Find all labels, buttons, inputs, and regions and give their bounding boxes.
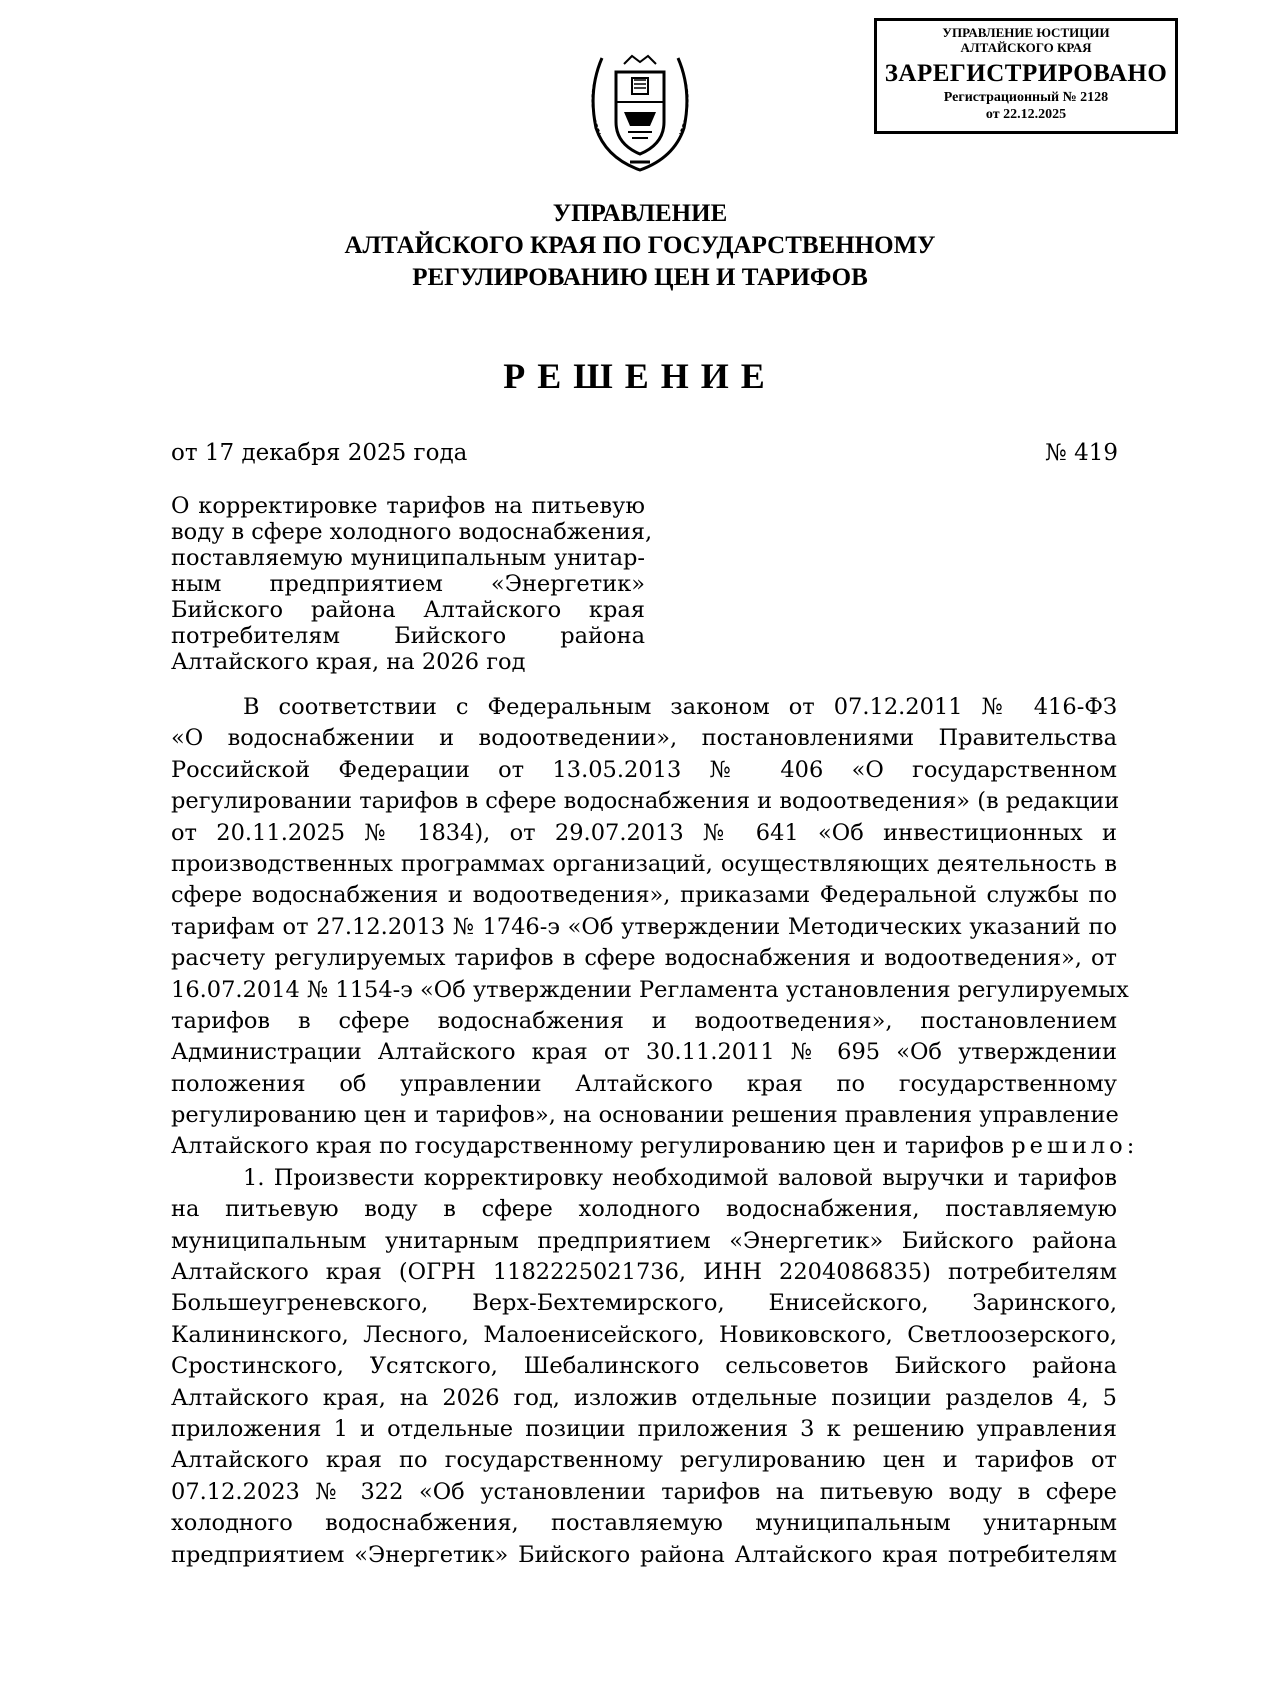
body-line: положения об управлении Алтайского края по государственному	[171, 1070, 1117, 1097]
body-line: на питьевую воду в сфере холодного водоснабжения, поставляемую	[171, 1196, 1117, 1223]
subject-line: О корректировке тарифов на питьевую	[171, 493, 645, 519]
body-line: 1. Произвести корректировку необходимой валовой выручки и тарифов	[243, 1164, 1117, 1191]
body-line: от 20.11.2025 № 1834), от 29.07.2013 № 641 «Об инвестиционных и	[171, 819, 1117, 846]
authority-line: УПРАВЛЕНИЕ	[552, 200, 728, 227]
document-date: от 17 декабря 2025 года	[171, 440, 468, 466]
body-line: регулировании тарифов в сфере водоснабжения и водоотведения» (в редакции	[171, 788, 1120, 815]
subject-line: Бийского района Алтайского края	[171, 597, 645, 623]
subject-line: поставляемую муниципальным унитар-	[171, 545, 645, 571]
body-line: Российской Федерации от 13.05.2013 № 406 «О государственном	[171, 756, 1117, 783]
subject-line: воду в сфере холодного водоснабжения,	[171, 519, 653, 545]
body-line: Алтайского края (ОГРН 1182225021736, ИНН 2204086835) потребителям	[171, 1259, 1117, 1286]
body-line: приложения 1 и отдельные позиции приложения 3 к решению управления	[171, 1415, 1117, 1442]
body-line: холодного водоснабжения, поставляемую муниципальным унитарным	[171, 1510, 1117, 1537]
authority-line: АЛТАЙСКОГО КРАЯ ПО ГОСУДАРСТВЕННОМУ	[344, 232, 936, 259]
body-line: расчету регулируемых тарифов в сфере водоснабжения и водоотведения», от	[171, 945, 1117, 972]
registration-stamp	[874, 18, 1178, 134]
document-subject	[171, 493, 653, 675]
subject-line: Алтайского края, на 2026 год	[171, 649, 526, 675]
subject-line: ным предприятием «Энергетик»	[171, 571, 645, 597]
body-line: тарифов в сфере водоснабжения и водоотведения», постановлением	[171, 1007, 1117, 1034]
body-line: Сростинского, Усятского, Шебалинского сельсоветов Бийского района	[171, 1353, 1117, 1380]
body-line: муниципальным унитарным предприятием «Энергетик» Бийского района	[171, 1227, 1117, 1254]
body-line: сфере водоснабжения и водоотведения», приказами Федеральной службы по	[171, 882, 1117, 909]
body-line: Алтайского края, на 2026 год, изложив отдельные позиции разделов 4, 5	[171, 1384, 1117, 1411]
body-line: Большеугреневского, Верх-Бехтемирского, Енисейского, Заринского,	[171, 1290, 1117, 1317]
body-line: «О водоснабжении и водоотведении», постановлениями Правительства	[171, 725, 1117, 752]
stamp-org-line: АЛТАЙСКОГО КРАЯ	[960, 40, 1092, 55]
stamp-reg-date: от 22.12.2025	[985, 107, 1067, 122]
body-line: Алтайского края по государственному регулированию цен и тарифов от	[171, 1447, 1117, 1474]
stamp-reg-number: Регистрационный № 2128	[943, 90, 1109, 105]
document-number: № 419	[1045, 440, 1118, 466]
altai-krai-coat-of-arms-icon	[584, 50, 696, 174]
issuing-authority	[0, 198, 1280, 294]
resolved-word: решило:	[1011, 1133, 1139, 1160]
document-body	[171, 692, 1139, 1571]
body-line: предприятием «Энергетик» Бийского района Алтайского края потребителям	[171, 1541, 1117, 1568]
stamp-org-line: УПРАВЛЕНИЕ ЮСТИЦИИ	[942, 25, 1110, 40]
body-line: 16.07.2014 № 1154-э «Об утверждении Регламента установления регулируемых	[171, 976, 1129, 1003]
body-line: Калининского, Лесного, Малоенисейского, Новиковского, Светлоозерского,	[171, 1321, 1117, 1348]
body-line: Администрации Алтайского края от 30.11.2011 № 695 «Об утверждении	[171, 1039, 1117, 1066]
body-line-text: Алтайского края по государственному регулированию цен и тарифов	[171, 1133, 1005, 1160]
body-line: тарифам от 27.12.2013 № 1746-э «Об утверждении Методических указаний по	[171, 913, 1117, 940]
subject-line: потребителям Бийского района	[171, 623, 645, 649]
document-type: РЕШЕНИЕ	[503, 356, 777, 396]
stamp-status: ЗАРЕГИСТРИРОВАНО	[884, 60, 1168, 87]
body-line: В соответствии с Федеральным законом от 07.12.2011 № 416-ФЗ	[243, 694, 1117, 720]
body-line: регулированию цен и тарифов», на основании решения правления управление	[171, 1102, 1119, 1129]
authority-line: РЕГУЛИРОВАНИЮ ЦЕН И ТАРИФОВ	[412, 264, 868, 291]
body-line: производственных программах организаций, осуществляющих деятельность в	[171, 850, 1117, 877]
body-line	[171, 1131, 1139, 1162]
body-line: 07.12.2023 № 322 «Об установлении тарифов на питьевую воду в сфере	[171, 1478, 1117, 1505]
